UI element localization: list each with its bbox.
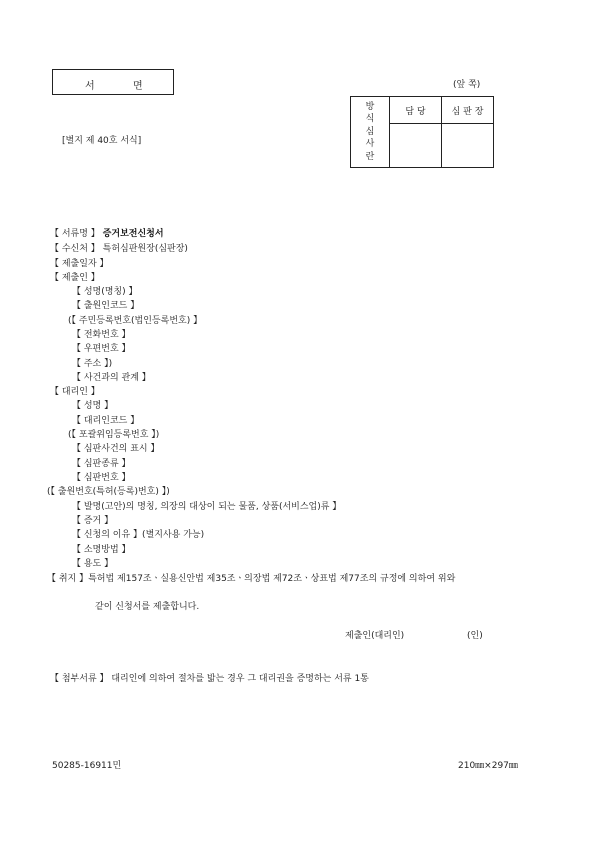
applicant-field: 【 제출인 】 [50, 273, 100, 283]
reason-field: 【 신청의 이유 】(별지사용 가능) [72, 530, 205, 540]
review-cell-chief [442, 124, 494, 168]
paper-size: 210㎜×297㎜ [458, 761, 518, 771]
form-number: [별지 제 40호 서식] [62, 136, 142, 146]
document-title-char-1: 서 [85, 81, 95, 92]
signature-seal: (인) [467, 631, 483, 641]
case-type-field: 【 심판종류 】 [72, 459, 131, 469]
app-number-field: (【 출원번호(특허(등록)번호) 】) [47, 487, 170, 497]
method-field: 【 소명방법 】 [72, 545, 131, 555]
intent-statement-continued: 같이 신청서를 제출합니다. [95, 602, 200, 612]
applicant-zip-field: 【 우편번호 】 [72, 344, 131, 354]
applicant-regno-field: (【 주민등록번호(법인등록번호) 】 [68, 316, 203, 326]
submit-date-field: 【 제출일자 】 [50, 259, 109, 269]
case-number-field: 【 심판번호 】 [72, 473, 131, 483]
form-code: 50285-16911민 [52, 761, 122, 771]
document-title-box [52, 69, 174, 95]
review-cell-officer [390, 124, 442, 168]
doc-name-row [50, 226, 164, 239]
doc-name-label: 【 서류명 】 [50, 229, 100, 239]
review-table [350, 96, 494, 168]
applicant-code-field: 【 출원인코드 】 [72, 301, 140, 311]
agent-name-field: 【 성명 】 [72, 401, 114, 411]
evidence-field: 【 증거 】 [72, 516, 114, 526]
doc-name-value: 증거보전신청서 [102, 229, 164, 239]
recipient-field: 【 수신처 】 특허심판원장(심판장) [50, 244, 188, 254]
review-header-chief: 심 판 장 [442, 97, 494, 124]
applicant-relation-field: 【 사건과의 관계 】 [72, 373, 151, 383]
case-label-field: 【 심판사건의 표시 】 [72, 444, 160, 454]
signature-label: 제출인(대리인) [345, 631, 405, 641]
vertical-char: 사 [365, 139, 375, 150]
vertical-char: 심 [365, 126, 375, 137]
document-title-char-2: 면 [133, 81, 143, 92]
agent-field: 【 대리인 】 [50, 387, 100, 397]
agent-general-field: (【 포괄위임등록번호 】) [68, 430, 160, 440]
applicant-phone-field: 【 전화번호 】 [72, 330, 131, 340]
vertical-char: 식 [365, 114, 375, 125]
review-vertical-label [351, 97, 390, 168]
applicant-name-field: 【 성명(명칭) 】 [72, 287, 138, 297]
vertical-char: 란 [365, 151, 375, 162]
attachments-field: 【 첨부서류 】 대리인에 의하여 절차를 밟는 경우 그 대리권을 증명하는 서류 1통 [50, 674, 369, 684]
agent-code-field: 【 대리인코드 】 [72, 416, 140, 426]
invention-name-field: 【 발명(고안)의 명칭, 의장의 대상이 되는 물품, 상품(서비스업)류 】 [72, 502, 342, 512]
page-side-note: (앞 쪽) [453, 80, 481, 90]
review-header-officer: 담 당 [390, 97, 442, 124]
intent-statement: 【 취지 】특허법 제157조ㆍ실용신안법 제35조ㆍ의장법 제72조ㆍ상표법 제77조의 규정에 의하여 위와 [47, 574, 456, 584]
applicant-address-field: 【 주소 】) [72, 359, 113, 369]
purpose-field: 【 용도 】 [72, 559, 114, 569]
vertical-char: 방 [365, 101, 375, 112]
